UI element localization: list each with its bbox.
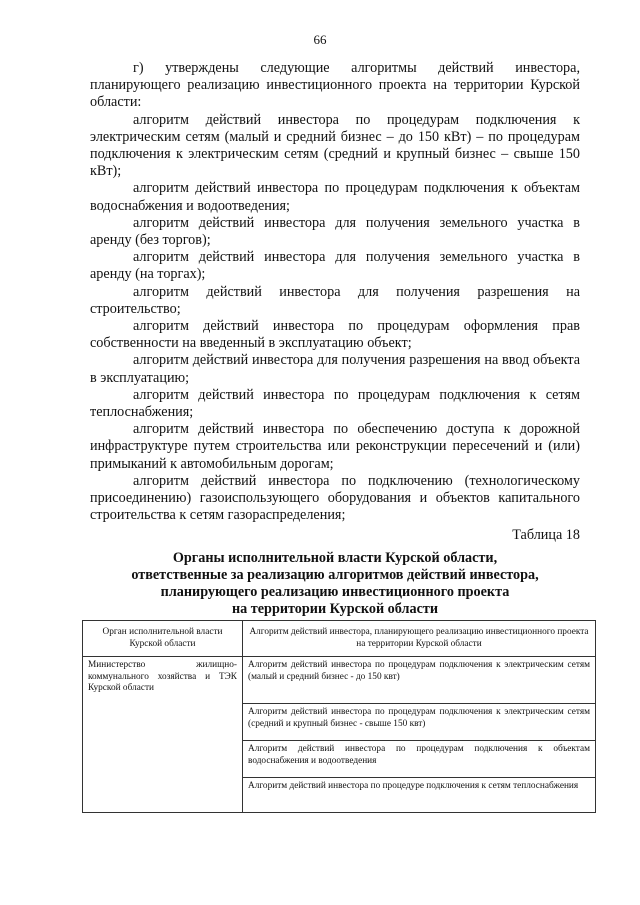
table-title-line: планирующего реализацию инвестиционного проекта <box>160 584 510 601</box>
body-text <box>90 60 580 619</box>
list-item-heat: алгоритм действий инвестора по процедурам подключения к сетям теплоснабжения; <box>90 386 580 421</box>
list-item-construction-permit: алгоритм действий инвестора для получения разрешения на строительство; <box>90 283 580 317</box>
table-title <box>90 550 580 619</box>
algorithm-cell: Алгоритм действий инвестора по процедурам подключения к электрическим сетям (малый и средний бизнес - до 150 квт) <box>243 657 596 704</box>
algorithm-cell: Алгоритм действий инвестора по процедурам подключения к объектам водоснабжения и водоотведения <box>243 741 596 778</box>
algorithm-cell: Алгоритм действий инвестора по процедурам подключения к электрическим сетям (средний и крупный бизнес - свыше 150 квт) <box>243 704 596 741</box>
header-organ: Орган исполнительной власти Курской области <box>83 621 243 657</box>
list-item-water: алгоритм действий инвестора по процедурам подключения к объектам водоснабжения и водоотведения; <box>90 180 580 214</box>
responsibility-table <box>82 620 596 813</box>
page-number: 66 <box>313 32 327 47</box>
table-title-line: на территории Курской области <box>231 601 439 618</box>
list-item-commissioning: алгоритм действий инвестора для получения разрешения на ввод объекта в эксплуатацию; <box>90 352 580 386</box>
table-title-line: ответственные за реализацию алгоритмов действий инвестора, <box>131 566 539 583</box>
algorithm-cell: Алгоритм действий инвестора по процедуре подключения к сетям теплоснабжения <box>243 778 596 813</box>
table-title-line: Органы исполнительной власти Курской области, <box>172 549 498 566</box>
list-item-ownership: алгоритм действий инвестора по процедурам оформления прав собственности на введенный в эксплуатацию объект; <box>90 318 580 352</box>
list-item-electric: алгоритм действий инвестора по процедурам подключения к электрическим сетям (малый и средний бизнес – до 150 кВт) – по процедурам подключения к электрическим сетям (средний и крупный бизнес – свыше 150 кВт); <box>90 111 580 180</box>
table-row <box>83 657 596 704</box>
list-item-land-no-auction: алгоритм действий инвестора для получения земельного участка в аренду (без торгов); <box>90 214 580 249</box>
header-algorithm: Алгоритм действий инвестора, планирующего реализацию инвестиционного проекта на территории Курской области <box>243 621 596 657</box>
table-label: Таблица 18 <box>512 527 580 544</box>
table-header-row <box>83 621 596 657</box>
list-item-road: алгоритм действий инвестора по обеспечению доступа к дорожной инфраструктуре путем строительства или реконструкции пересечений и (или) примыканий к автомобильным дорогам; <box>90 421 580 472</box>
intro-paragraph: г) утверждены следующие алгоритмы действий инвестора, планирующего реализацию инвестиционного проекта на территории Курской области: <box>90 60 580 111</box>
list-item-land-auction: алгоритм действий инвестора для получения земельного участка в аренду (на торгах); <box>90 249 580 283</box>
organ-cell: Министерство жилищно-коммунального хозяйства и ТЭК Курской области <box>83 657 243 813</box>
list-item-gas: алгоритм действий инвестора по подключению (технологическому присоединению) газоиспользующего оборудования и объектов капитального строительства к сетям газораспределения; <box>90 472 580 524</box>
